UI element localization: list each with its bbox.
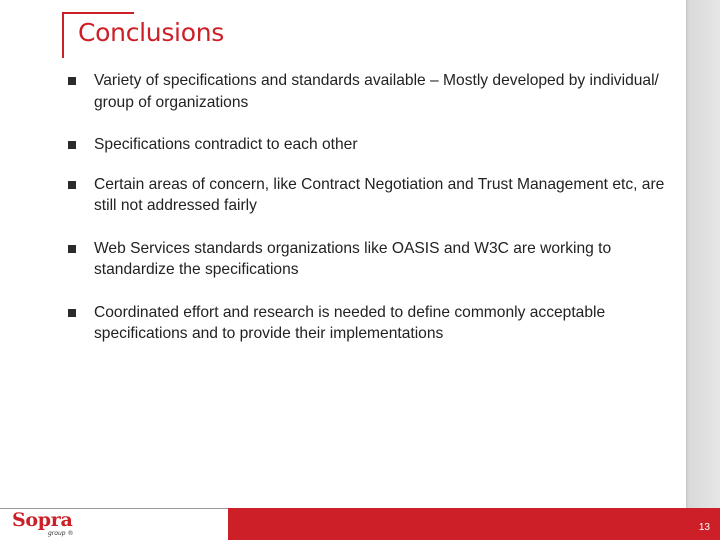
footer-red-bar	[228, 508, 720, 540]
square-bullet-icon	[68, 141, 76, 149]
square-bullet-icon	[68, 181, 76, 189]
bullet-item	[62, 70, 672, 113]
slide-title: Conclusions	[78, 18, 224, 47]
bullet-list	[62, 70, 672, 345]
sopra-logo	[12, 509, 92, 539]
bullet-text: Variety of specifications and standards available – Mostly developed by individual/ group of organizations	[94, 72, 659, 111]
bullet-item	[62, 134, 672, 156]
square-bullet-icon	[68, 309, 76, 317]
bullet-text: Certain areas of concern, like Contract Negotiation and Trust Management etc, are still not addressed fairly	[94, 175, 665, 214]
page-number: 13	[698, 522, 710, 533]
right-shadow-strip	[686, 0, 720, 510]
logo-text: Sopra	[12, 509, 73, 531]
bullet-text: Specifications contradict to each other	[94, 136, 358, 153]
logo-subtext: group ®	[48, 530, 74, 537]
title-frame-vertical	[62, 12, 64, 58]
square-bullet-icon	[68, 77, 76, 85]
square-bullet-icon	[68, 245, 76, 253]
bullet-item	[62, 174, 672, 217]
bullet-item	[62, 238, 672, 281]
bullet-text: Web Services standards organizations like OASIS and W3C are working to standardize the specifications	[94, 239, 612, 278]
title-frame-horizontal	[62, 12, 134, 14]
bullet-item	[62, 302, 672, 345]
bullet-text: Coordinated effort and research is needed to define commonly acceptable specifications and to provide their implementations	[94, 303, 606, 342]
